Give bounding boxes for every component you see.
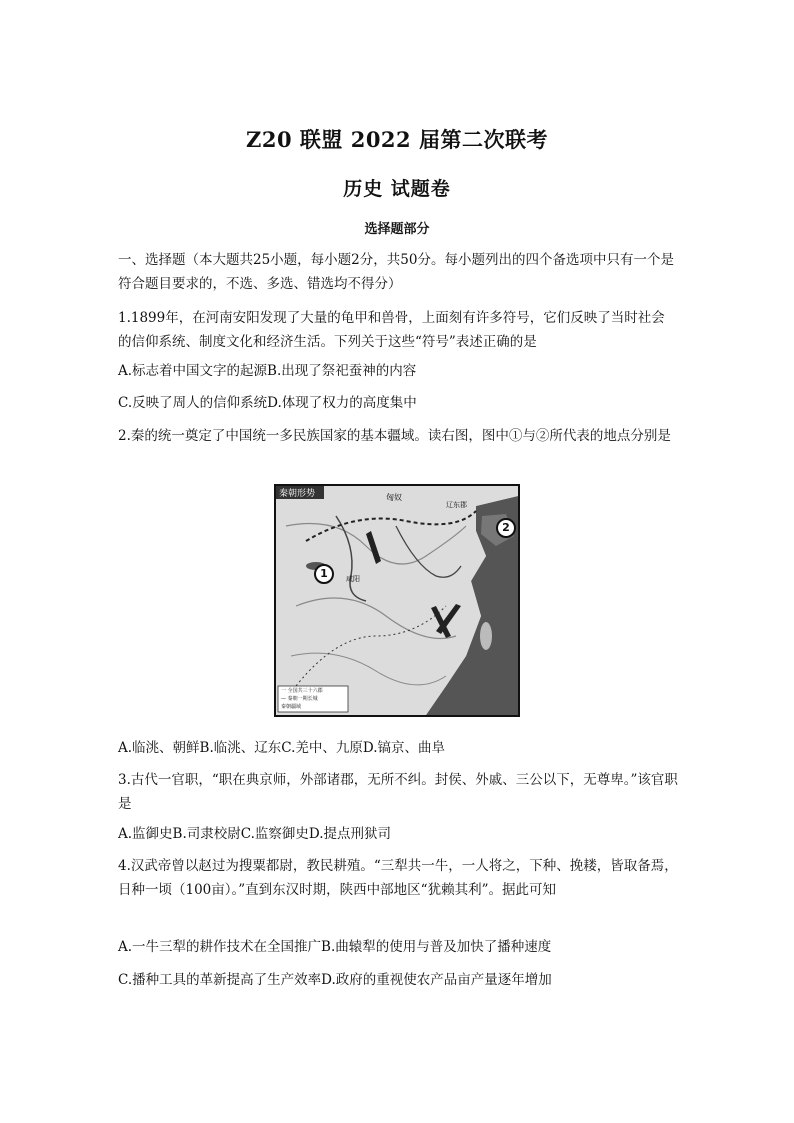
map-legend-item: — 秦朝一期长城: [281, 696, 318, 702]
section-heading: 选择题部分: [364, 222, 430, 237]
question-2-stem: 2.秦的统一奠定了中国统一多民族国家的基本疆域。读右图，图中①与②所代表的地点分别是: [118, 428, 671, 444]
question-3-options: A.监御史B.司隶校尉C.监察御史D.提点刑狱司: [118, 826, 392, 842]
map-marker-2-label: 2: [502, 521, 510, 534]
instructions: 一、选择题（本大题共25小题，每小题2分，共50分。每小题列出的四个备选项中只有一个是符合题目要求的，不选、多选、错选均不得分）: [118, 252, 674, 292]
map-legend: [281, 687, 323, 711]
map-legend-item: 一 全国共三十六郡: [281, 688, 323, 694]
exam-subtitle: 历史 试题卷: [343, 178, 451, 200]
map-label-xianyang: 咸阳: [346, 575, 360, 583]
question-3-stem: 3.古代一官职，“职在典京师，外部诸郡，无所不纠。封侯、外戚、三公以下，无尊卑。”该官职是: [118, 772, 678, 812]
map-label-liaodong: 辽东郡: [446, 501, 467, 509]
map-label-xiongnu: 匈奴: [386, 493, 402, 502]
question-1-options-ab: A.标志着中国文字的起源B.出现了祭祀蚕神的内容: [118, 363, 417, 379]
map-marker-1-label: 1: [320, 567, 328, 580]
map-legend-item: 秦朝疆域: [281, 704, 302, 710]
map-marker-1: [314, 564, 334, 584]
question-2-options: A.临洮、朝鲜B.临洮、辽东C.羌中、九原D.镐京、曲阜: [118, 740, 446, 756]
qin-dynasty-map: [274, 484, 520, 717]
map-title: 秦朝形势: [279, 489, 316, 499]
question-1-stem: 1.1899年，在河南安阳发现了大量的龟甲和兽骨，上面刻有许多符号，它们反映了当时社会的信仰系统、制度文化和经济生活。下列关于这些“符号”表述正确的是: [118, 310, 665, 350]
question-4-stem: 4.汉武帝曾以赵过为搜粟都尉，教民耕殖。“三犁共一牛，一人将之，下种、挽耧，皆取备焉，日种一顷（100亩）。”直到东汉时期，陕西中部地区“犹赖其利”。据此可知: [118, 858, 678, 898]
exam-title: Z20 联盟 2022 届第二次联考: [246, 127, 548, 152]
question-4-options-ab: A.一牛三犁的耕作技术在全国推广B.曲辕犁的使用与普及加快了播种速度: [118, 939, 552, 955]
question-1-options-cd: C.反映了周人的信仰系统D.体现了权力的高度集中: [118, 395, 417, 411]
question-4-options-cd: C.播种工具的革新提高了生产效率D.政府的重视使农产品亩产量逐年增加: [118, 972, 552, 988]
map-marker-2: [496, 518, 516, 538]
